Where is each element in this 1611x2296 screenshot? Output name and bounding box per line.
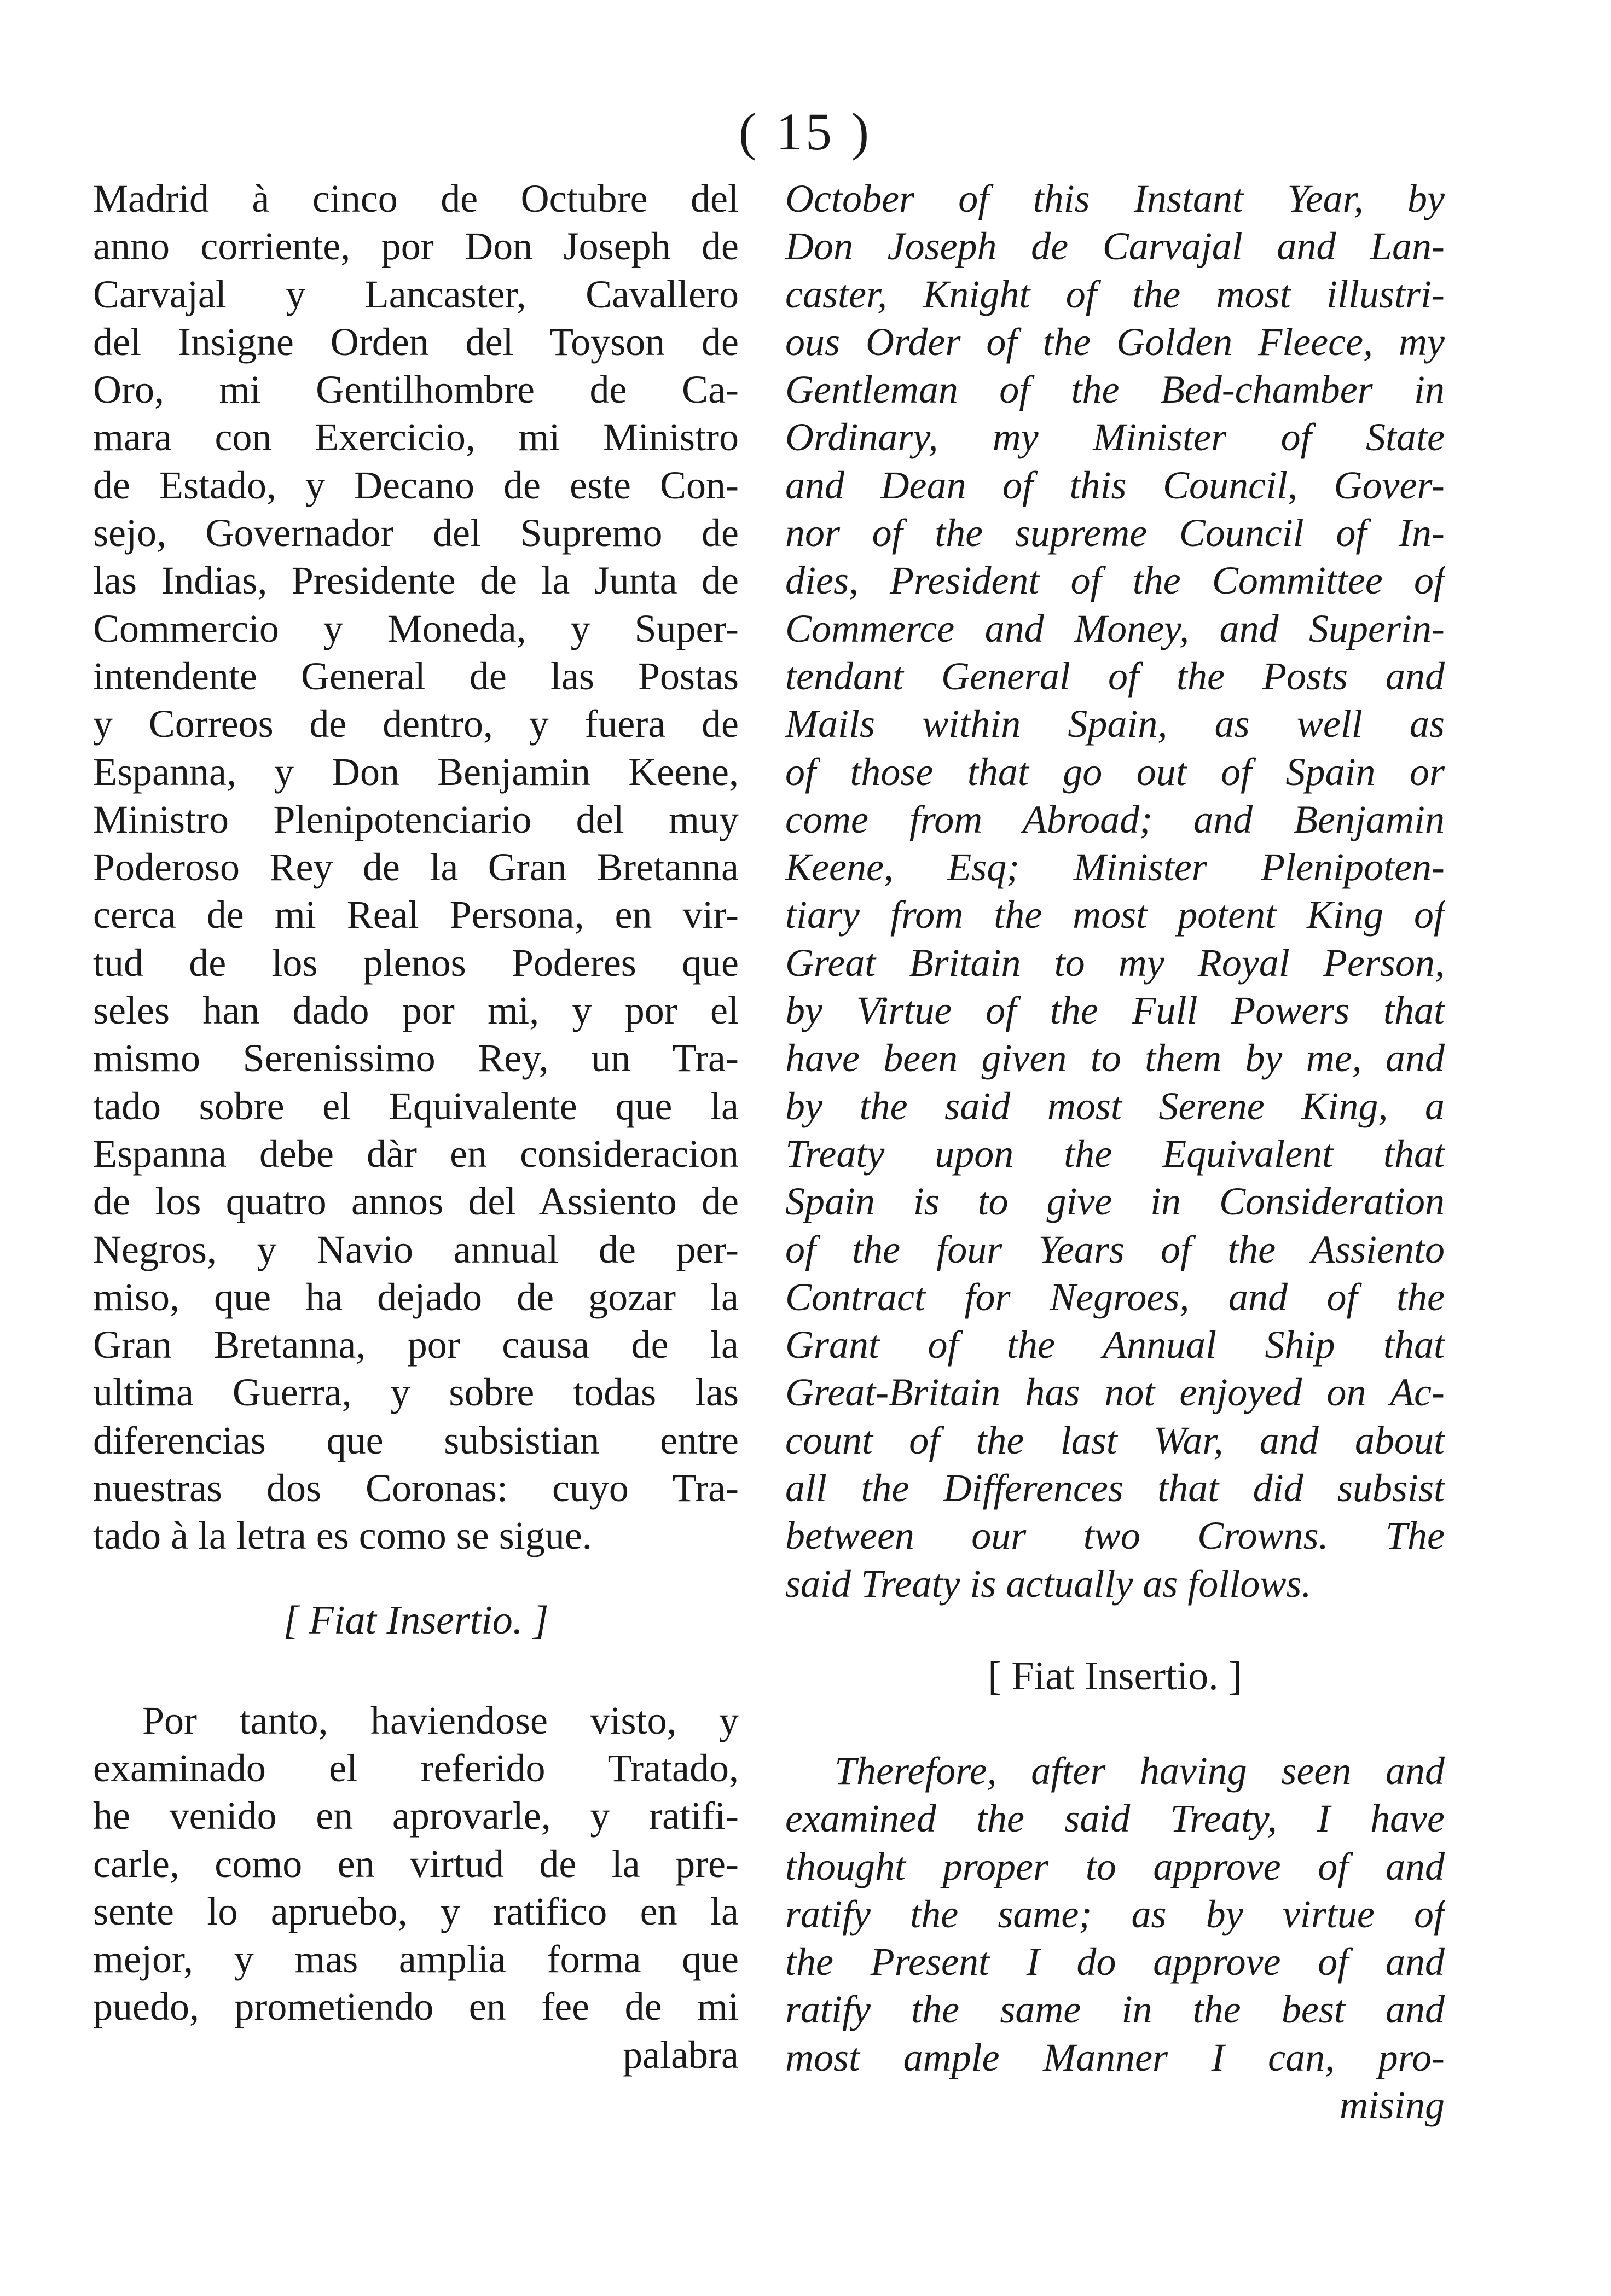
text-line: the Present I do approve of and (785, 1940, 1445, 1984)
text-line: ultima Guerra, y sobre todas las (93, 1370, 739, 1415)
text-line: tado sobre el Equivalente que la (93, 1084, 739, 1128)
text-line: intendente General de las Postas (93, 654, 739, 698)
text-line: Mails within Spain, as well as (785, 702, 1445, 746)
catchword: mising (1339, 2083, 1445, 2127)
text-line: cerca de mi Real Persona, en vir- (93, 893, 739, 937)
spanish-paragraph-1 (93, 175, 739, 1560)
text-line: diferencias que subsistian entre (93, 1418, 739, 1462)
text-line: Ministro Plenipotenciario del muy (93, 797, 739, 841)
text-line: of those that go out of Spain or (785, 749, 1445, 794)
text-line: Por tanto, haviendose visto, y (142, 1698, 739, 1742)
text-line: most ample Manner I can, pro- (785, 2035, 1445, 2079)
text-line: mara con Exercicio, mi Ministro (93, 415, 739, 460)
text-line: nuestras dos Coronas: cuyo Tra- (93, 1466, 739, 1510)
catchword: palabra (623, 2032, 739, 2077)
text-line: Gran Bretanna, por causa de la (93, 1323, 739, 1367)
text-line: Ordinary, my Minister of State (785, 415, 1445, 460)
text-line: tud de los plenos Poderes que (93, 940, 739, 985)
text-line: puedo, prometiendo en fee de mi (93, 1985, 739, 2029)
text-line: carle, como en virtud de la pre- (93, 1841, 739, 1886)
text-line: said Treaty is actually as follows. (785, 1561, 1312, 1606)
text-line: Espanna, y Don Benjamin Keene, (93, 749, 739, 794)
text-line: sejo, Governador del Supremo de (93, 511, 739, 555)
text-line: ratify the same; as by virtue of (785, 1892, 1445, 1936)
text-line: between our two Crowns. The (785, 1514, 1445, 1558)
text-line: mismo Serenissimo Rey, un Tra- (93, 1036, 739, 1080)
text-line: all the Differences that did subsist (785, 1466, 1445, 1510)
text-line: miso, que ha dejado de gozar la (93, 1275, 739, 1319)
text-line: Oro, mi Gentilhombre de Ca- (93, 368, 739, 412)
english-column (785, 175, 1445, 2129)
spanish-paragraph-2 (93, 1697, 739, 2079)
fiat-insertio-spanish: [ Fiat Insertio. ] (283, 1597, 549, 1643)
text-line: tendant General of the Posts and (785, 654, 1445, 698)
english-paragraph-2 (785, 1747, 1445, 2129)
text-line: Treaty upon the Equivalent that (785, 1131, 1445, 1176)
text-line: ratify the same in the best and (785, 1987, 1445, 2032)
text-line: nor of the supreme Council of In- (785, 511, 1445, 555)
text-line: caster, Knight of the most illustri- (785, 272, 1445, 316)
text-line: las Indias, Presidente de la Junta de (93, 559, 739, 603)
text-line: by Virtue of the Full Powers that (785, 989, 1445, 1033)
text-line: thought proper to approve of and (785, 1844, 1445, 1888)
text-line: sente lo apruebo, y ratifico en la (93, 1889, 739, 1933)
text-line: Keene, Esq; Minister Plenipoten- (785, 845, 1445, 890)
page-number: ( 15 ) (739, 102, 872, 161)
text-line: mejor, y mas amplia forma que (93, 1937, 739, 1981)
text-line: he venido en aprovarle, y ratifi- (93, 1794, 739, 1838)
spanish-column (93, 175, 739, 2079)
text-line: Great Britain to my Royal Person, (785, 940, 1445, 985)
text-line: Espanna debe dàr en consideracion (93, 1131, 739, 1176)
text-line: tado à la letra es como se sigue. (93, 1514, 592, 1558)
text-line: Spain is to give in Consideration (785, 1179, 1445, 1224)
text-line: Contract for Negroes, and of the (785, 1275, 1445, 1319)
text-line: Commerce and Money, and Superin- (785, 606, 1445, 650)
text-line: Madrid à cinco de Octubre del (93, 177, 739, 220)
text-line: Grant of the Annual Ship that (785, 1323, 1445, 1367)
text-line: count of the last War, and about (785, 1418, 1445, 1462)
text-line: del Insigne Orden del Toyson de (93, 319, 739, 364)
text-line: ous Order of the Golden Fleece, my (785, 319, 1445, 364)
text-line: Therefore, after having seen and (835, 1748, 1445, 1793)
text-line: tiary from the most potent King of (785, 893, 1445, 937)
text-line: de Estado, y Decano de este Con- (93, 463, 739, 507)
text-line: of the four Years of the Assiento (785, 1227, 1445, 1271)
text-line: y Correos de dentro, y fuera de (93, 702, 739, 746)
text-line: examinado el referido Tratado, (93, 1746, 739, 1790)
text-line: dies, President of the Committee of (785, 559, 1445, 603)
text-line: de los quatro annos del Assiento de (93, 1179, 739, 1224)
text-line: anno corriente, por Don Joseph de (93, 224, 739, 269)
fiat-insertio-english: [ Fiat Insertio. ] (988, 1653, 1242, 1699)
text-line: Commercio y Moneda, y Super- (93, 606, 739, 650)
text-line: Great-Britain has not enjoyed on Ac- (785, 1370, 1445, 1415)
text-line: examined the said Treaty, I have (785, 1797, 1445, 1841)
text-line: come from Abroad; and Benjamin (785, 797, 1445, 841)
text-line: Carvajal y Lancaster, Cavallero (93, 272, 739, 316)
text-line: and Dean of this Council, Gover- (785, 463, 1445, 507)
text-line: Poderoso Rey de la Gran Bretanna (93, 845, 739, 890)
text-line: Don Joseph de Carvajal and Lan- (785, 224, 1445, 269)
text-line: October of this Instant Year, by (785, 177, 1445, 220)
english-paragraph-1 (785, 175, 1445, 1608)
text-line: have been given to them by me, and (785, 1036, 1445, 1080)
text-line: by the said most Serene King, a (785, 1084, 1445, 1128)
text-line: Gentleman of the Bed-chamber in (785, 368, 1445, 412)
text-line: seles han dado por mi, y por el (93, 989, 739, 1033)
text-line: Negros, y Navio annual de per- (93, 1227, 739, 1271)
